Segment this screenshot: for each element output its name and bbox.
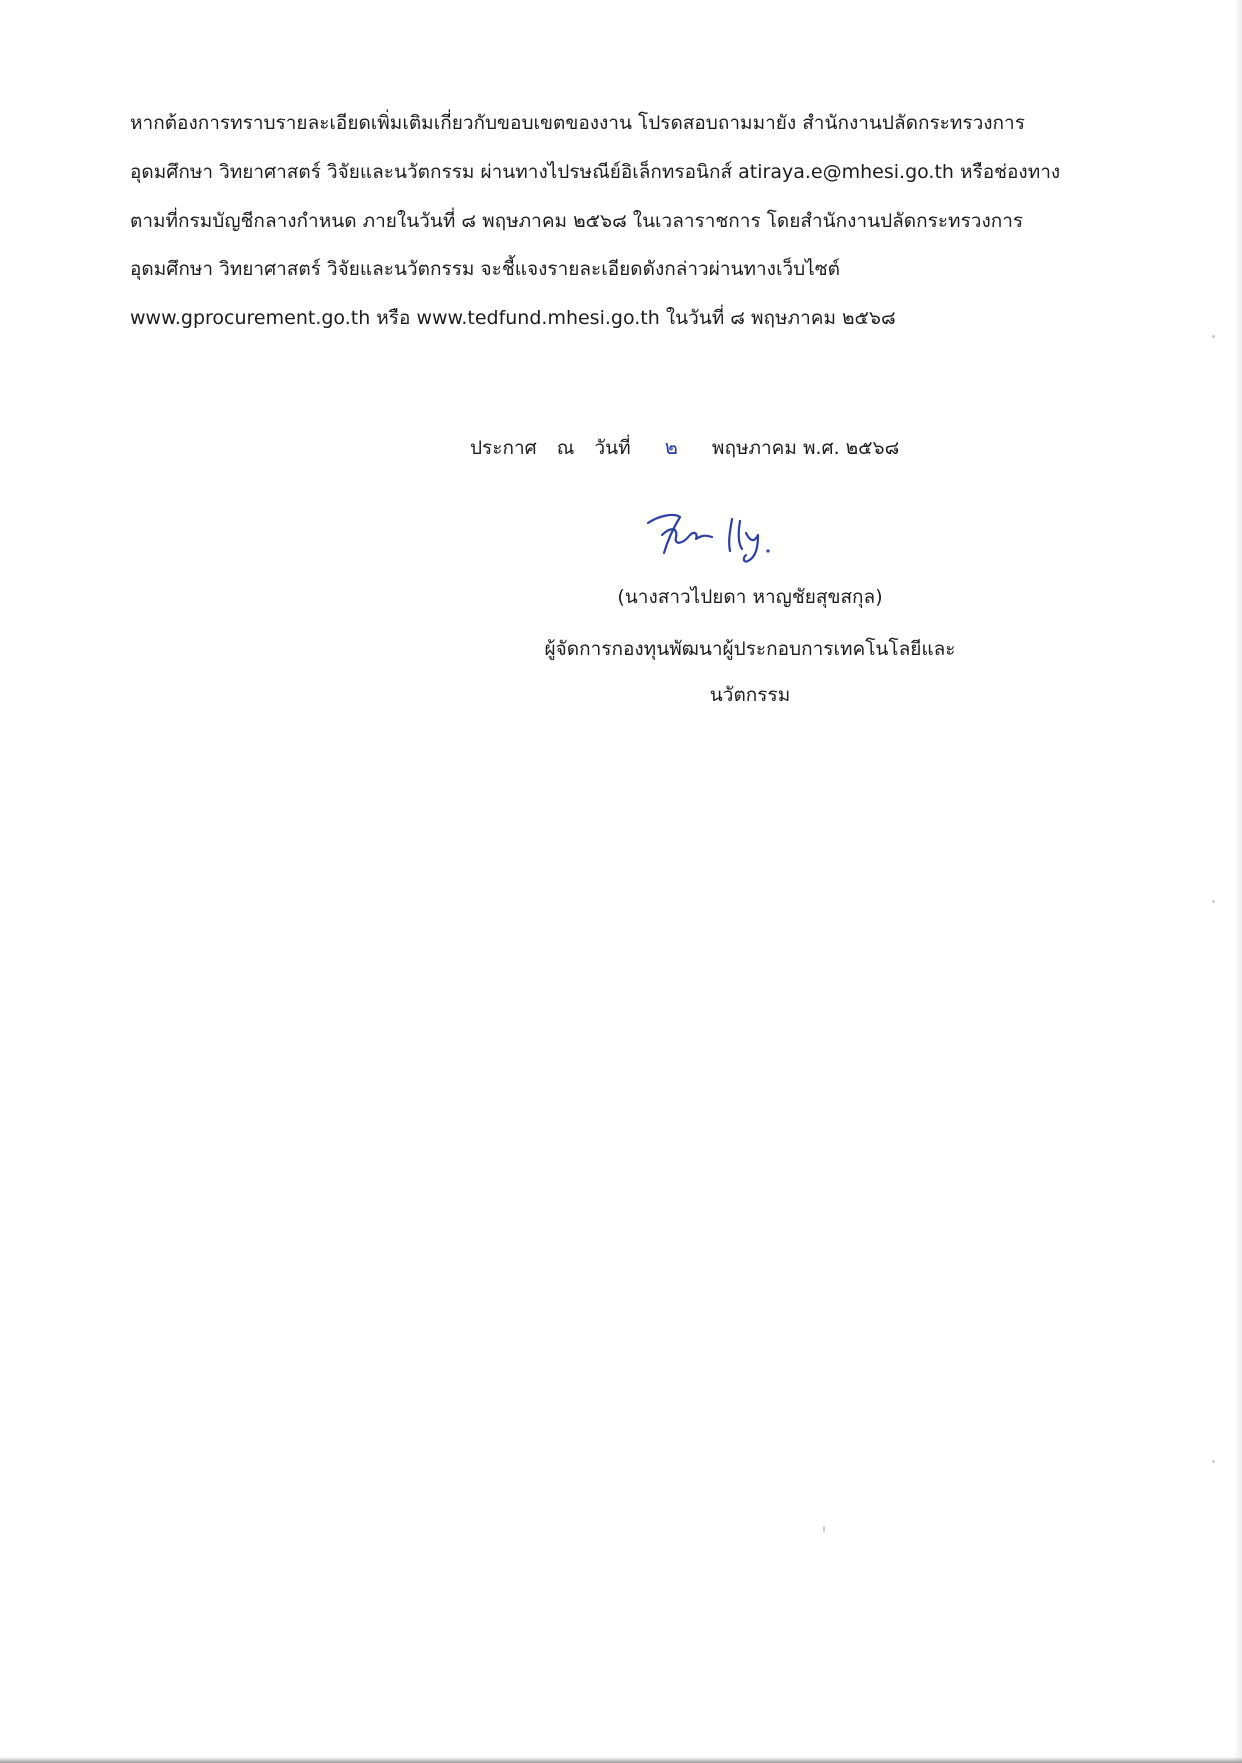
scan-edge-shadow [0, 1757, 1242, 1763]
announcement-prefix: ประกาศ [470, 437, 537, 459]
scan-speck [1212, 1460, 1215, 1463]
paragraph-line: www.gprocurement.go.th หรือ www.tedfund.mhesi.go.th ในวันที่ ๘ พฤษภาคม ๒๕๖๘ [130, 307, 896, 329]
announcement-month-year: พฤษภาคม พ.ศ. ๒๕๖๘ [711, 437, 900, 459]
paragraph-line: อุดมศึกษา วิทยาศาสตร์ วิจัยและนวัตกรรม จะชี้แจงรายละเอียดดังกล่าวผ่านทางเว็บไซต์ [130, 258, 840, 280]
paragraph-line: หากต้องการทราบรายละเอียดเพิ่มเติมเกี่ยวกับขอบเขตของงาน โปรดสอบถามมายัง สำนักงานปลัดกระทรวงการ [130, 112, 1025, 134]
signer-title-cont: นวัตกรรม [709, 684, 791, 706]
handwritten-signature [640, 505, 800, 565]
scan-speck [1212, 900, 1215, 903]
announcement-date-line [470, 432, 913, 463]
scan-speck [1212, 335, 1215, 338]
announcement-na: ณ [556, 437, 575, 459]
paragraph-line: ตามที่กรมบัญชีกลางกำหนด ภายในวันที่ ๘ พฤษภาคม ๒๕๖๘ ในเวลาราชการ โดยสำนักงานปลัดกระทรวงการ [130, 210, 1024, 232]
announcement-day-label: วันที่ [594, 437, 631, 459]
scan-edge-shadow [1234, 0, 1242, 1763]
signer-title: ผู้จัดการกองทุนพัฒนาผู้ประกอบการเทคโนโลยีและ [544, 638, 956, 660]
scan-speck [823, 1526, 825, 1532]
paragraph-line: อุดมศึกษา วิทยาศาสตร์ วิจัยและนวัตกรรม ผ่านทางไปรษณีย์อิเล็กทรอนิกส์ atiraya.e@mhesi.go.th หรือช่องทาง [130, 161, 1061, 183]
handwritten-day: ๒ [664, 435, 678, 459]
signer-name: (นางสาวไปยดา หาญชัยสุขสกุล) [617, 586, 883, 608]
